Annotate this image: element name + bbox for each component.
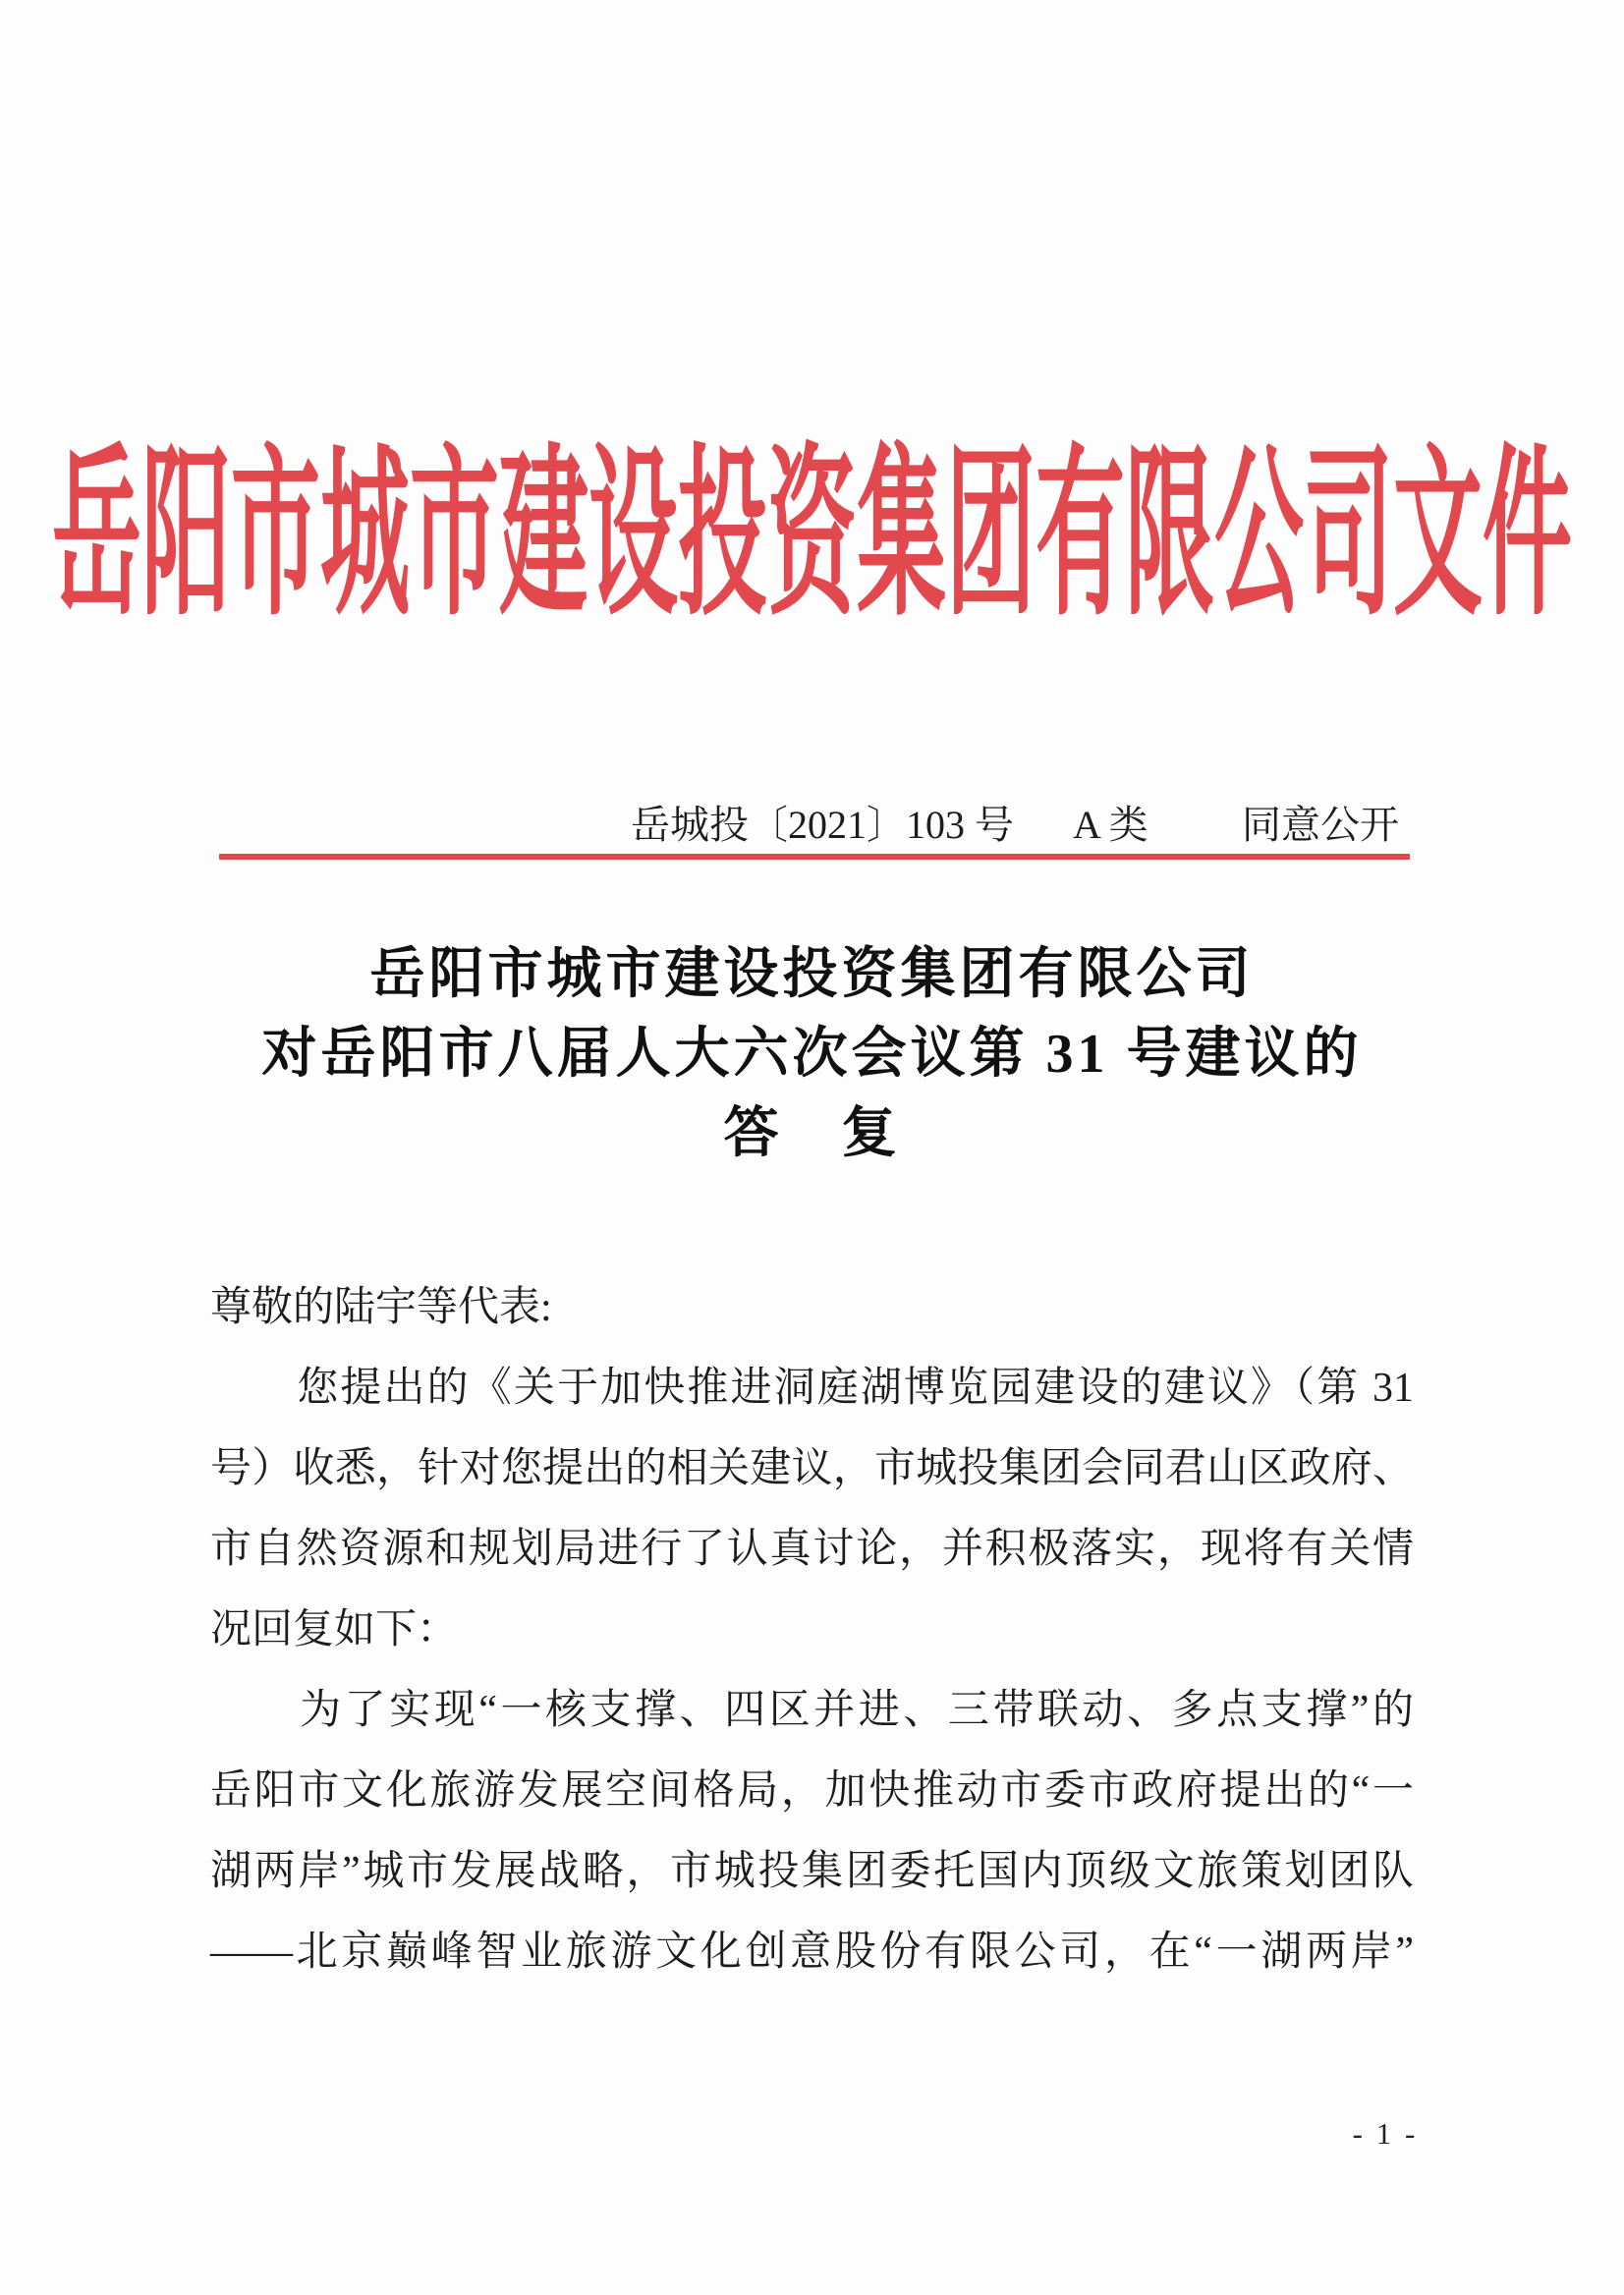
doc-meta-row bbox=[210, 798, 1414, 853]
page-number: - 1 - bbox=[1352, 2116, 1419, 2151]
body-line: 湖两岸”城市发展战略，市城投集团委托国内顶级文旅策划团队 bbox=[210, 1849, 1414, 1894]
document-title-line-2: 对岳阳市八届人大六次会议第 31 号建议的 bbox=[261, 1024, 1363, 1085]
doc-number: 岳城投〔2021〕103 号 bbox=[631, 803, 1014, 847]
document-title-line-3: 答 复 bbox=[723, 1103, 901, 1164]
doc-category: A 类 bbox=[1073, 803, 1148, 847]
red-divider-rule bbox=[219, 854, 1410, 860]
body-line: ——北京巅峰智业旅游文化创意股份有限公司，在“一湖两岸” bbox=[210, 1930, 1414, 1975]
document-title-line-1: 岳阳市城市建设投资集团有限公司 bbox=[369, 944, 1255, 1005]
document-title bbox=[0, 935, 1624, 1174]
salutation-line: 尊敬的陆宇等代表: bbox=[210, 1285, 552, 1330]
body-line: 您提出的《关于加快推进洞庭湖博览园建设的建议》（第 31 bbox=[210, 1366, 1414, 1411]
doc-publicity-status: 同意公开 bbox=[1242, 803, 1399, 847]
body-line: 岳阳市文化旅游发展空间格局，加快推动市委市政府提出的“一 bbox=[210, 1768, 1414, 1814]
body-line: 市自然资源和规划局进行了认真讨论，并积极落实，现将有关情 bbox=[210, 1527, 1414, 1572]
letterhead-title: 岳阳市城市建设投资集团有限公司文件 bbox=[51, 433, 1572, 638]
body-text bbox=[210, 1267, 1414, 1992]
body-line: 为了实现“一核支撑、四区并进、三带联动、多点支撑”的 bbox=[210, 1688, 1414, 1733]
body-line: 况回复如下： bbox=[210, 1607, 459, 1652]
body-line: 号）收悉，针对您提出的相关建议，市城投集团会同君山区政府、 bbox=[210, 1446, 1414, 1491]
